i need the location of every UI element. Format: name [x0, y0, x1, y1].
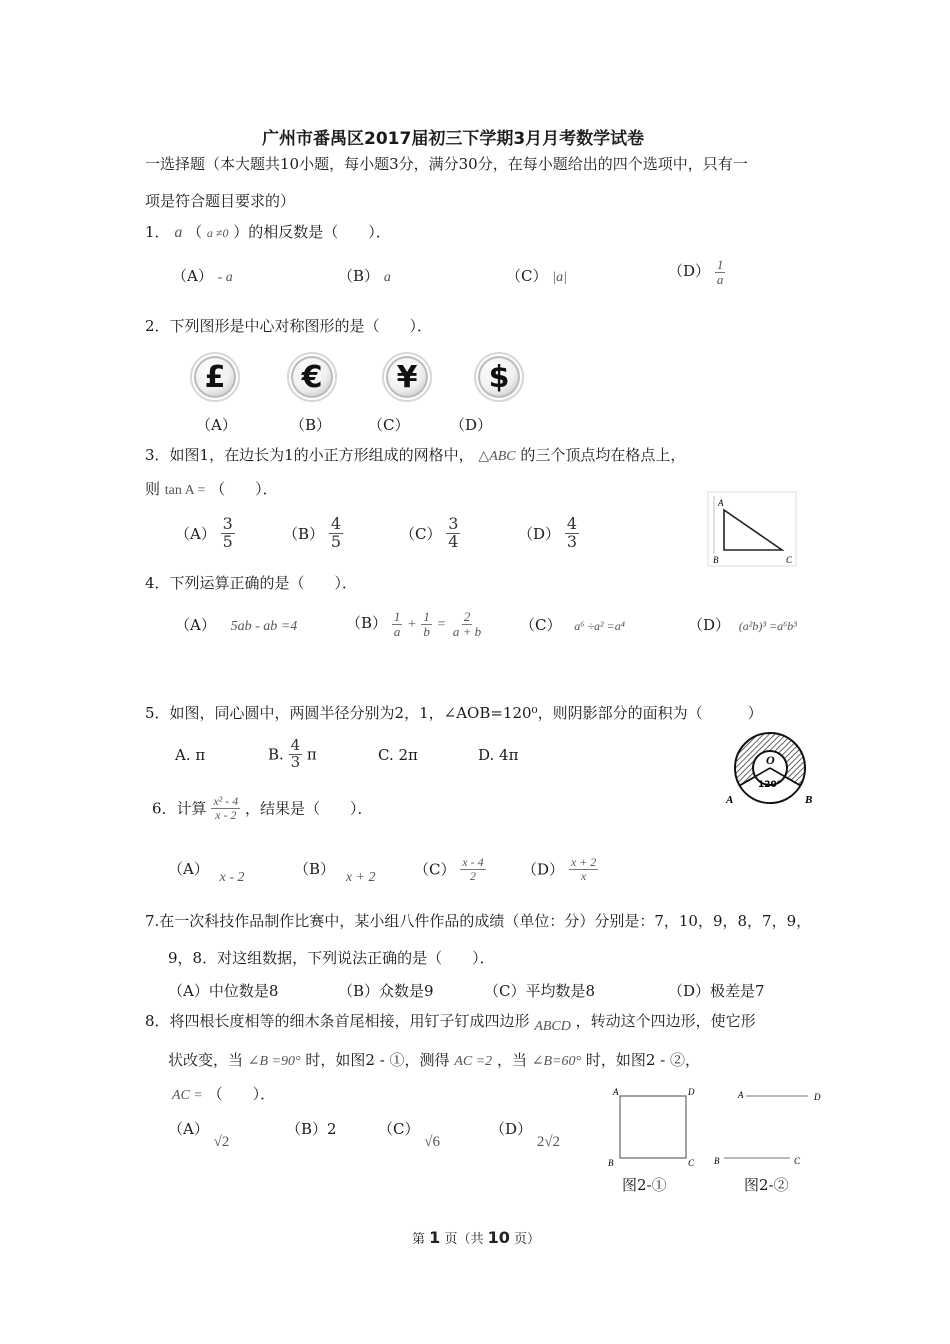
q8-ac2: AC =2 [454, 1054, 493, 1069]
q2-label-c: （C） [368, 416, 410, 434]
q8-line1b: ，转动这个四边形，使它形 [575, 1012, 756, 1030]
q6-option-b [294, 858, 376, 885]
q6-option-c-den: 2 [469, 868, 476, 883]
q4-b-num1: 1 [393, 609, 401, 624]
section-instructions-line1: 一选择题（本大题共10小题，每小题3分，满分30分，在每小题给出的四个选项中，只有一 [145, 155, 748, 173]
q3-option-c-fraction [446, 516, 460, 551]
dollar-coin-icon: $ [474, 352, 524, 402]
question-6 [152, 795, 373, 821]
question-5: 5．如图，同心圆中，两圆半径分别为2，1，∠AOB=120⁰，则阴影部分的面积为（ ） [145, 704, 763, 722]
q8-line2d: 时，如图2 - ②， [585, 1051, 701, 1069]
q5-concentric-circles-figure [722, 730, 818, 806]
euro-coin-icon: € [287, 352, 337, 402]
q6-option-d [522, 856, 598, 882]
q6-option-a [168, 858, 245, 885]
q6-option-c-label: （C） [414, 860, 456, 879]
q8-angle-b60: ∠B=60° [531, 1054, 582, 1069]
q8-fig2-label-b: B [714, 1156, 720, 1166]
q8-line2b: 时，如图2 - ①，测得 [305, 1051, 450, 1069]
q1-option-a [172, 265, 233, 286]
q5-option-c: C. 2π [378, 746, 418, 764]
q5-fig-label-b: B [805, 794, 813, 806]
q3-option-b [283, 516, 343, 551]
q8-fig2-label-a: A [738, 1090, 744, 1100]
q3-option-c [400, 516, 460, 551]
page-title: 广州市番禺区2017届初三下学期3月月考数学试卷 [262, 129, 645, 149]
q4-option-a [175, 614, 297, 635]
q3-triangle: △ABC [478, 449, 516, 464]
q8-square-shape [620, 1096, 686, 1158]
q1-option-b [338, 265, 391, 286]
q2-label-d: （D） [450, 416, 493, 434]
q8-fig1-label-b: B [608, 1158, 614, 1168]
q8-fig1-label-d: D [688, 1087, 695, 1097]
question-7-line2: 9，8．对这组数据，下列说法正确的是（ ）． [168, 949, 495, 967]
q8-option-d-value: 2√2 [536, 1134, 561, 1150]
q6-prefix: 6．计算 [152, 799, 207, 818]
pound-coin-icon: £ [190, 352, 240, 402]
q1-option-c-value: |a| [552, 270, 567, 285]
question-4: 4．下列运算正确的是（ ）． [145, 574, 358, 592]
section-instructions-line2: 项是符合题目要求的） [145, 192, 296, 210]
q8-fig2-label-d: D [814, 1092, 821, 1102]
q6-option-d-fraction [569, 856, 598, 882]
q8-angle-b90: ∠B =90° [247, 1054, 301, 1069]
q6-option-b-label: （B） [294, 860, 336, 878]
q3-option-c-den: 4 [448, 531, 459, 551]
q1-option-d-label: （D） [668, 262, 711, 281]
q4-b-num3: 2 [463, 609, 471, 624]
q4-option-c-value: a⁶ ÷a² =a⁴ [574, 619, 625, 633]
q4-option-b-frac3 [451, 610, 483, 638]
q4-option-d [688, 614, 797, 635]
q7-option-d: （D）极差是7 [668, 982, 765, 1000]
q1-option-d-denominator: a [716, 271, 724, 287]
q8-option-c-label: （C） [378, 1120, 420, 1138]
q6-option-a-value: x - 2 [219, 870, 245, 885]
q5-fig-label-a: A [726, 794, 734, 806]
footer-mid: 页（共 [444, 1232, 484, 1247]
q3-option-a [175, 516, 235, 551]
q1-option-a-label: （A） [172, 267, 213, 285]
q8-option-d-label: （D） [490, 1120, 533, 1138]
q3-option-d [518, 516, 579, 551]
q8-figure2-caption: 图2-② [744, 1176, 789, 1194]
question-3-line1 [145, 444, 685, 465]
q6-option-d-num: x + 2 [570, 855, 597, 869]
q6-numerator: x² - 4 [213, 794, 239, 808]
q5-option-d: D. 4π [478, 746, 519, 764]
q1-option-b-label: （B） [338, 267, 380, 285]
q4-option-b-frac1 [392, 610, 403, 638]
question-8-line1 [145, 1010, 756, 1034]
q3-tan: tan A = [164, 483, 206, 498]
q7-option-a: （A）中位数是8 [168, 982, 279, 1000]
question-3-line2 [145, 478, 278, 499]
q5-option-b-pi: π [306, 745, 317, 764]
q2-label-a: （A） [196, 416, 237, 434]
q1-option-a-value: - a [217, 270, 233, 285]
q8-fig1-label-c: C [688, 1158, 695, 1168]
q1-variable: a [174, 224, 183, 241]
q8-option-d [490, 1118, 561, 1150]
q4-option-d-label: （D） [688, 616, 731, 634]
q3-option-d-num: 4 [566, 514, 577, 533]
q4-option-c [520, 614, 625, 635]
q3-fig-label-c: C [786, 555, 793, 565]
q8-option-a-value: √2 [213, 1134, 230, 1150]
q3-option-b-label: （B） [283, 524, 325, 543]
q1-condition: a ≠0 [206, 226, 229, 240]
q6-option-c-fraction [460, 856, 485, 882]
yen-coin-icon: ¥ [382, 352, 432, 402]
q8-abcd: ABCD [534, 1019, 571, 1034]
q6-option-a-label: （A） [168, 860, 209, 878]
q8-figure1-caption: 图2-① [622, 1176, 667, 1194]
q3-option-d-den: 3 [566, 531, 577, 551]
q3-text-a: 3．如图1，在边长为1的小正方形组成的网格中， [145, 446, 474, 464]
q5-fig-label-o: O [766, 753, 775, 767]
q8-figure-square [604, 1086, 704, 1170]
q4-b-eq: = [436, 617, 447, 633]
q8-line2c: ，当 [496, 1051, 527, 1069]
question-8-line3 [172, 1083, 275, 1104]
q6-suffix: ，结果是（ ）． [245, 799, 373, 818]
q3-option-a-label: （A） [175, 524, 216, 543]
q1-option-d-fraction [715, 258, 726, 286]
q4-b-num2: 1 [423, 609, 430, 624]
q5-option-b-num: 4 [290, 736, 301, 754]
q4-b-plus: + [407, 617, 417, 633]
q8-line2a: 状改变，当 [168, 1051, 244, 1069]
q8-fig1-label-a: A [613, 1087, 619, 1097]
q3-option-a-fraction [221, 516, 235, 551]
q8-figure-rhombus [708, 1086, 830, 1170]
q3-fig-label-b: B [713, 555, 719, 565]
q1-option-c [506, 265, 567, 286]
q3-option-a-num: 3 [222, 514, 233, 533]
q8-paren: （ ）． [207, 1085, 276, 1103]
footer-post: 页） [514, 1232, 541, 1247]
footer-pre: 第 [412, 1232, 426, 1247]
q5-option-b-fraction [289, 738, 303, 771]
q8-option-a [168, 1118, 230, 1150]
q4-option-a-label: （A） [175, 616, 216, 634]
q3-option-b-num: 4 [330, 514, 341, 533]
q3-option-c-num: 3 [448, 514, 459, 533]
q5-option-b-den: 3 [290, 752, 301, 771]
q8-line1a: 8．将四根长度相等的细木条首尾相接，用钉子钉成四边形 [145, 1012, 530, 1030]
q3-text-b: 的三个顶点均在格点上， [520, 446, 686, 464]
q6-option-b-value: x + 2 [345, 870, 376, 885]
q3-option-a-den: 5 [222, 531, 233, 551]
q3-grid-figure [700, 488, 800, 568]
q4-option-a-value: 5ab - ab =4 [230, 619, 298, 634]
q1-prefix: 1． [145, 223, 170, 241]
q1-option-d [668, 258, 725, 286]
question-7-line1: 7.在一次科技作品制作比赛中，某小组八件作品的成绩（单位：分）分别是：7，10，9，8，7，9， [145, 912, 812, 930]
q3-ze: 则 [145, 480, 161, 498]
q1-option-d-numerator: 1 [716, 257, 724, 272]
q6-option-d-den: x [580, 868, 587, 883]
q3-option-d-label: （D） [518, 524, 561, 543]
q6-fraction [211, 795, 240, 821]
question-8-line2 [168, 1049, 700, 1070]
q6-option-d-label: （D） [522, 860, 565, 879]
page-footer [412, 1228, 540, 1247]
q4-option-b-label: （B） [346, 614, 388, 633]
q8-option-a-label: （A） [168, 1120, 209, 1138]
q3-option-b-den: 5 [330, 531, 341, 551]
q4-b-den2: b [423, 623, 430, 639]
q3-option-b-fraction [329, 516, 343, 551]
question-2: 2．下列图形是中心对称图形的是（ ）． [145, 317, 433, 335]
q4-option-c-label: （C） [520, 616, 562, 634]
q4-option-d-value: (a²b)³ =a⁶b³ [738, 619, 797, 633]
q5-option-b [268, 738, 317, 771]
q4-b-den1: a [393, 623, 401, 639]
q3-option-d-fraction [565, 516, 579, 551]
q4-option-b [346, 610, 483, 638]
q5-option-a: A. π [175, 746, 206, 764]
q8-option-b: （B）2 [286, 1120, 337, 1138]
q8-option-c-value: √6 [424, 1134, 440, 1150]
q6-option-c-num: x - 4 [462, 855, 484, 869]
q5-option-b-label: B. [268, 745, 284, 764]
q5-fig-angle: 120° [758, 780, 782, 790]
q8-ac-eq: AC = [172, 1088, 203, 1103]
q1-open-paren: （ [187, 223, 203, 241]
q3-option-c-label: （C） [400, 524, 442, 543]
q8-option-c [378, 1118, 440, 1150]
q6-denominator: x - 2 [215, 807, 237, 822]
q7-option-b: （B）众数是9 [338, 982, 434, 1000]
footer-total-pages: 10 [487, 1228, 510, 1247]
q4-option-b-frac2 [421, 610, 432, 638]
footer-page-number: 1 [429, 1228, 441, 1247]
q1-option-b-value: a [383, 270, 391, 285]
q4-b-den3: a + b [452, 623, 482, 639]
q1-rest: ）的相反数是（ ）． [233, 223, 391, 241]
q6-option-c [414, 856, 486, 882]
q3-paren: （ ）． [210, 480, 278, 498]
q2-label-b: （B） [290, 416, 332, 434]
q1-option-c-label: （C） [506, 267, 548, 285]
q8-fig2-label-c: C [794, 1156, 801, 1166]
question-1 [145, 221, 391, 242]
q3-fig-label-a: A [718, 498, 724, 508]
q7-option-c: （C）平均数是8 [484, 982, 596, 1000]
